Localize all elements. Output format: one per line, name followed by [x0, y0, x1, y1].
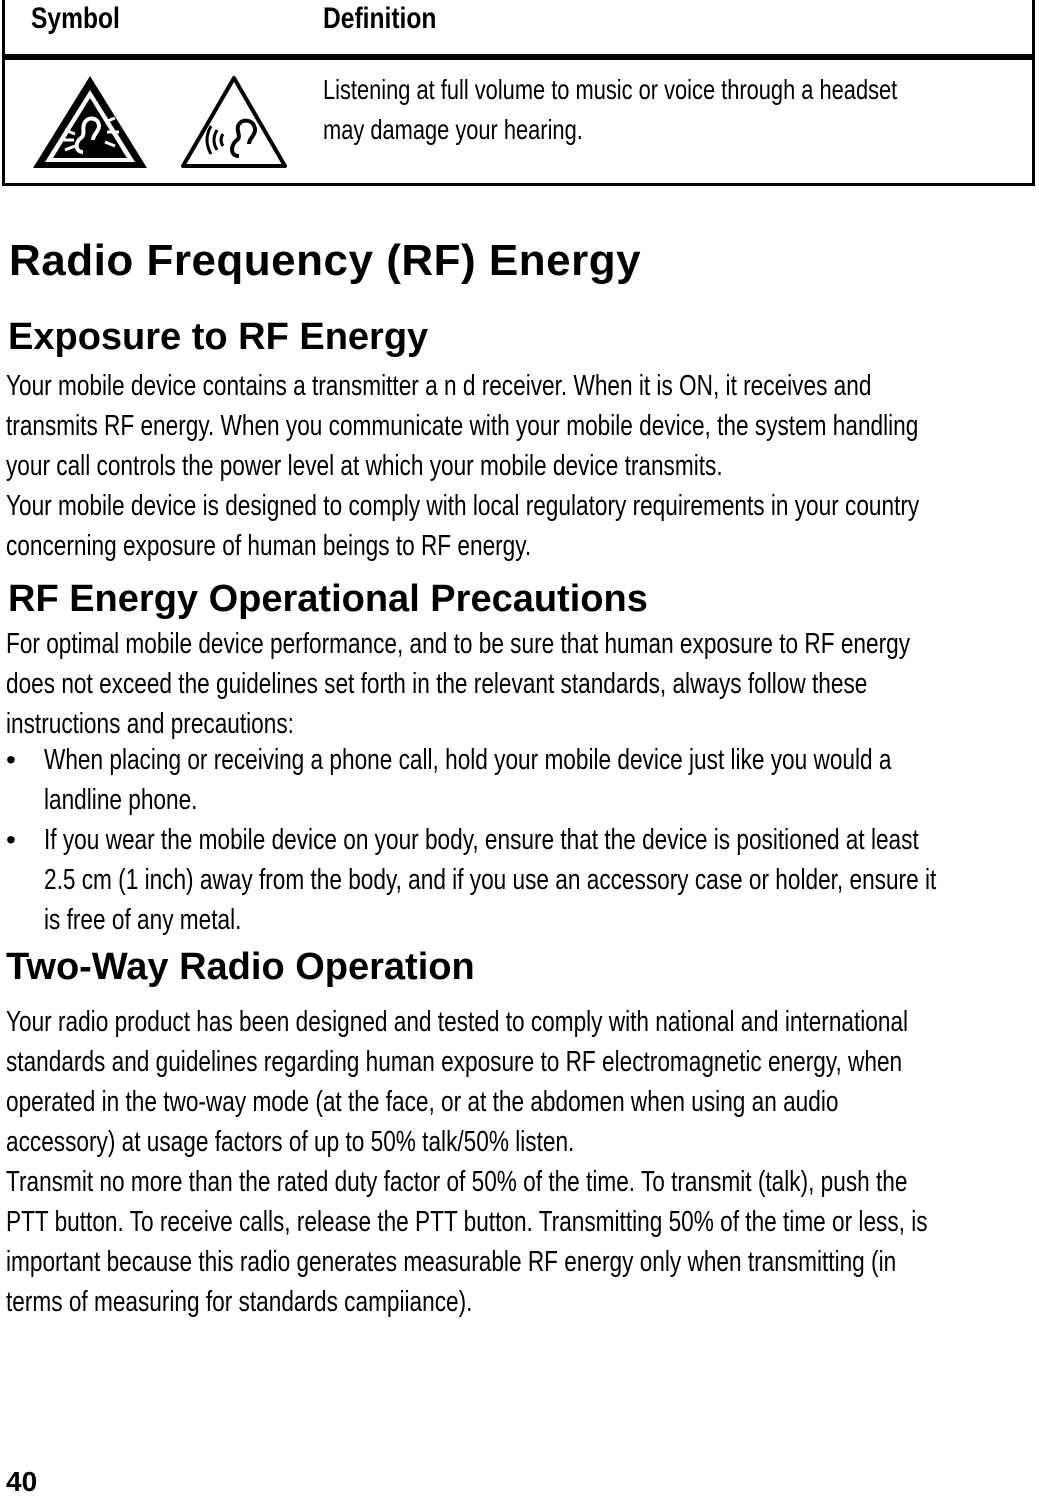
paragraph-line: Your mobile device contains a transmitter a n d receiver. When it is ON, it receives and [6, 370, 872, 402]
paragraph-line: transmits RF energy. When you communicate with your mobile device, the system handling [6, 410, 919, 442]
section-heading-exposure: Exposure to RF Energy [8, 316, 429, 358]
bullet-line: is free of any metal. [44, 904, 242, 936]
paragraph-line: terms of measuring for standards campiiance). [6, 1286, 473, 1318]
section-heading-two-way: Two-Way Radio Operation [6, 946, 475, 988]
bullet-line: 2.5 cm (1 inch) away from the body, and if you use an accessory case or holder, ensure it [44, 864, 937, 896]
paragraph-line: your call controls the power level at which your mobile device transmits. [6, 450, 723, 482]
paragraph-line: Transmit no more than the rated duty factor of 50% of the time. To transmit (talk), push the [6, 1166, 908, 1198]
page-number: 40 [6, 1466, 38, 1497]
symbol-definition [323, 70, 1033, 150]
paragraph-line: For optimal mobile device performance, and to be sure that human exposure to RF energy [6, 628, 911, 660]
paragraph-line: PTT button. To receive calls, release the PTT button. Transmitting 50% of the time or less, is [6, 1206, 928, 1238]
paragraph-line: instructions and precautions: [6, 708, 294, 740]
precautions-paragraph [6, 624, 1039, 744]
symbol-table-header [5, 0, 1032, 60]
bullet-item [6, 820, 1039, 940]
paragraph-line: does not exceed the guidelines set forth in the relevant standards, always follow these [6, 668, 868, 700]
definition-line: may damage your hearing. [323, 114, 583, 145]
bullet-line: If you wear the mobile device on your body, ensure that the device is positioned at least [44, 824, 919, 856]
bullet-line: landline phone. [44, 784, 198, 816]
two-way-paragraph [6, 1002, 1039, 1322]
paragraph-line: important because this radio generates measurable RF energy only when transmitting (in [6, 1246, 897, 1278]
column-header-definition: Definition [323, 2, 437, 35]
exposure-paragraph [6, 366, 1039, 566]
paragraph-line: standards and guidelines regarding human exposure to RF electromagnetic energy, when [6, 1046, 903, 1078]
definition-line: Listening at full volume to music or voice through a headset [323, 74, 898, 105]
section-heading-precautions: RF Energy Operational Precautions [8, 578, 648, 620]
hearing-damage-warning-icon [31, 74, 149, 170]
paragraph-line: accessory) at usage factors of up to 50% talk/50% listen. [6, 1126, 575, 1158]
bullet-symbol: • [6, 744, 16, 775]
ear-warning-icon [179, 74, 289, 170]
paragraph-line: Your mobile device is designed to comply with local regulatory requirements in your country [6, 490, 920, 522]
bullet-symbol: • [6, 824, 16, 855]
precautions-bullet-list [6, 740, 1039, 940]
symbol-icons [31, 74, 291, 170]
page-title: Radio Frequency (RF) Energy [9, 236, 642, 285]
paragraph-line: operated in the two-way mode (at the face, or at the abdomen when using an audio [6, 1086, 839, 1118]
paragraph-line: concerning exposure of human beings to RF energy. [6, 530, 532, 562]
column-header-symbol: Symbol [31, 2, 120, 35]
bullet-line: When placing or receiving a phone call, hold your mobile device just like you would a [44, 744, 892, 776]
paragraph-line: Your radio product has been designed and tested to comply with national and international [6, 1006, 909, 1038]
symbol-table [2, 0, 1035, 186]
bullet-item [6, 740, 1039, 820]
